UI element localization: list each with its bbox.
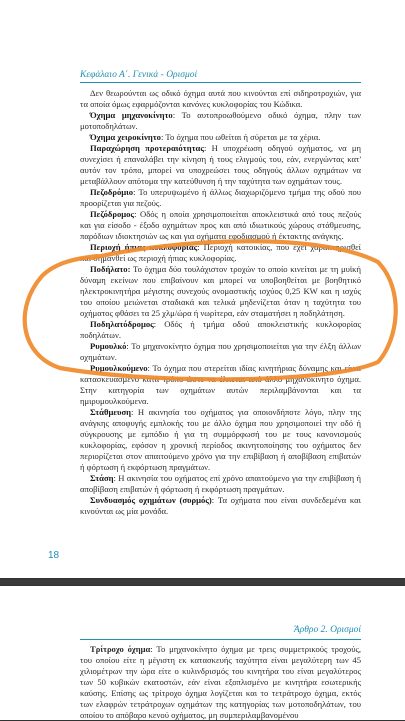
definition-paraxorisi [80,143,361,187]
definition-text: : Το μηχανοκίνητο όχημα που χρησιμοποιείται για την έλξη άλλων οχημάτων. [80,341,361,362]
running-head: Κεφάλαιο Α΄. Γενικά - Ορισμοί [80,70,198,80]
definition-mechanokineto [80,110,361,132]
definition-text: : Η υποχρέωση οδηγού οχήματος, να μη συνεχίσει ή επαναλάβει την κίνηση ή τους ελιγμούς του, εάν, ενεργώντας κατ' αυτόν τον τρόπο, μπορεί να υποχρεώσει τους οδηγούς άλλων οχημάτων να μεταβάλλουν απότομα την κατεύθυνση ή την ταχύτητα των οχημάτων τους. [80,143,361,186]
definition-stasi [80,473,361,495]
term: Στάση [90,473,114,483]
page2-body [80,644,361,721]
definition-text: : Το όχημα που ωθείται ή σύρεται με τα χέρια. [160,132,321,142]
definition-podilato [80,264,361,319]
paragraph-intro: Δεν θεωρούνται ως οδικό όχημα αυτά που κινούνται επί σιδηροτροχιών, για τα οποία όμως εφαρμόζονται κανόνες κυκλοφορίας του Κώδικα. [80,88,361,109]
definition-text: : Οδός η οποία χρησιμοποιείται αποκλειστικά από τους πεζούς και για είσοδο - έξοδο οχημάτων προς και από ιδιωτικούς χώρους στάθμευσης, παρόδιων ιδιοκτησιών ως και για οχήματα εφοδιασμού ή έκτακτης ανάγκης. [80,209,361,241]
running-head-2: Άρθρο 2. Ορισμοί [293,625,361,635]
definition-text: : Η ακινησία του οχήματος για οποιονδήποτε λόγο, πλην της ανάγκης αποφυγής εμπλοκής του με άλλο όχημα που χρησιμοποιεί την οδό ή σύγκρουσης με εμπόδιο ή για τη συμμόρφωσή του με τους κανονισμούς κυκλοφορίας, εφόσον η χρονική περίοδος ακινητοποίησης του οχήματος δεν περιορίζεται στον απαιτούμενο χρόνο για την επιβίβαση ή αποβίβαση επιβατών ή φόρτωση ή εκφόρτωση πραγμάτων. [80,407,361,472]
term: Ρυμουλκό [90,341,127,351]
definition-text: : Το αυτοπροωθούμενο οδικό όχημα, πλην των μοτοποδηλάτων. [80,110,361,131]
definition-rymoulko [80,341,361,363]
header-rule-2 [80,639,361,640]
header-rule [80,82,361,83]
definition-text: : Το υπερυψωμένο ή άλλως διαχωριζόμενο τμήμα της οδού που προορίζεται για πεζούς. [80,187,361,208]
term: Όχημα μηχανοκίνητο [90,110,173,120]
definition-text: : Το όχημα που στερείται ιδίας κινητήριας δύναμης και είναι κατασκευασμένο κατά τρόπο ώστε να έλκεται από άλλο μηχανοκίνητο όχημα. Στην κατηγορία των οχημάτων αυτών περιλαμβάνονται και τα ημιρυμουλκούμενα. [80,363,361,406]
definition-pezodromos [80,209,361,242]
term: Ποδηλατόδρομος [90,319,154,329]
term: Πεζόδρομος [90,209,135,219]
term: Ποδήλατο: [90,264,131,274]
definition-text: Το όχημα δύο τουλάχιστον τροχών το οποίο κινείται με τη μυϊκή δύναμη εκείνων που επιβαίνουν και μπορεί να υποβοηθείται με βοηθητικό ηλεκτροκινητήρα μέγιστης συνεχούς ονομαστικής ισχύος 0,25 KW και η ισχύς του οποίου μειώνεται σταδιακά και τελικά μηδενίζεται όταν η ταχύτητα του οχήματος φθάσει τα 25 χλμ/ώρα ή νωρίτερα, εάν σταματήσει η ποδηλάτηση. [80,264,361,318]
definition-text: : Η ακινησία του οχήματος επί χρόνο απαιτούμενο για την επιβίβαση ή αποβίβαση επιβατών ή φόρτωση ή εκφόρτωση πραγμάτων. [80,473,361,494]
definition-text: : Περιοχή κατοικίας, που έχει χαρακτηρισθεί και σημανθεί ως περιοχή ήπιας κυκλοφορίας. [80,242,361,263]
definition-syndyasmos [80,495,361,517]
definition-ipia [80,242,361,264]
term: Συνδυασμός οχημάτων (συρμός) [90,495,212,505]
definition-podilatodromos [80,319,361,341]
term: Ρυμουλκούμενο [90,363,148,373]
term: Τρίτροχο όχημα [90,644,151,654]
definition-cheirokineto [80,132,361,143]
definition-text: : Οδός ή τμήμα οδού αποκλειστικής κυκλοφορίας ποδηλάτων. [80,319,361,340]
definition-text: : Τα οχήματα που είναι συνδεδεμένα και κινούνται ως μία μονάδα. [80,495,361,516]
page-body [80,88,361,517]
definition-trikykli [80,644,361,721]
page-number: 18 [48,550,60,561]
definition-stathmeusi [80,407,361,473]
term: Περιοχή ήπιας κυκλοφορίας [90,242,198,252]
definition-pezodromio [80,187,361,209]
term: Παραχώρηση προτεραιότητας [90,143,204,153]
definition-rymoulkoumeno [80,363,361,407]
term: Όχημα χειροκίνητο [90,132,161,142]
term: Πεζοδρόμιο [90,187,134,197]
definition-text: : Το μηχανοκίνητο όχημα με τρεις συμμετρικούς τροχούς, του οποίου είτε η μέγιστη εκ κατασκευής ταχύτητα είναι μεγαλύτερη των 45 χιλιομέτρων την ώρα είτε ο κυλινδρισμός του κινητήρα του είναι μεγαλύτερος των 50 κυβικών εκατοστών, εάν είναι εξοπλισμένο με κινητήρα εσωτερικής καύσης. Επίσης ως τρίτροχο όχημα λογίζεται και το τετράτροχο όχημα, εκτός των ελαφρών τετράτροχων οχημάτων της κατηγορίας των μοτοποδηλάτων, του οποίου το απόβαρο κενού οχήματος, μη συμπεριλαμβανομένου [80,644,361,720]
term: Στάθμευση [90,407,132,417]
